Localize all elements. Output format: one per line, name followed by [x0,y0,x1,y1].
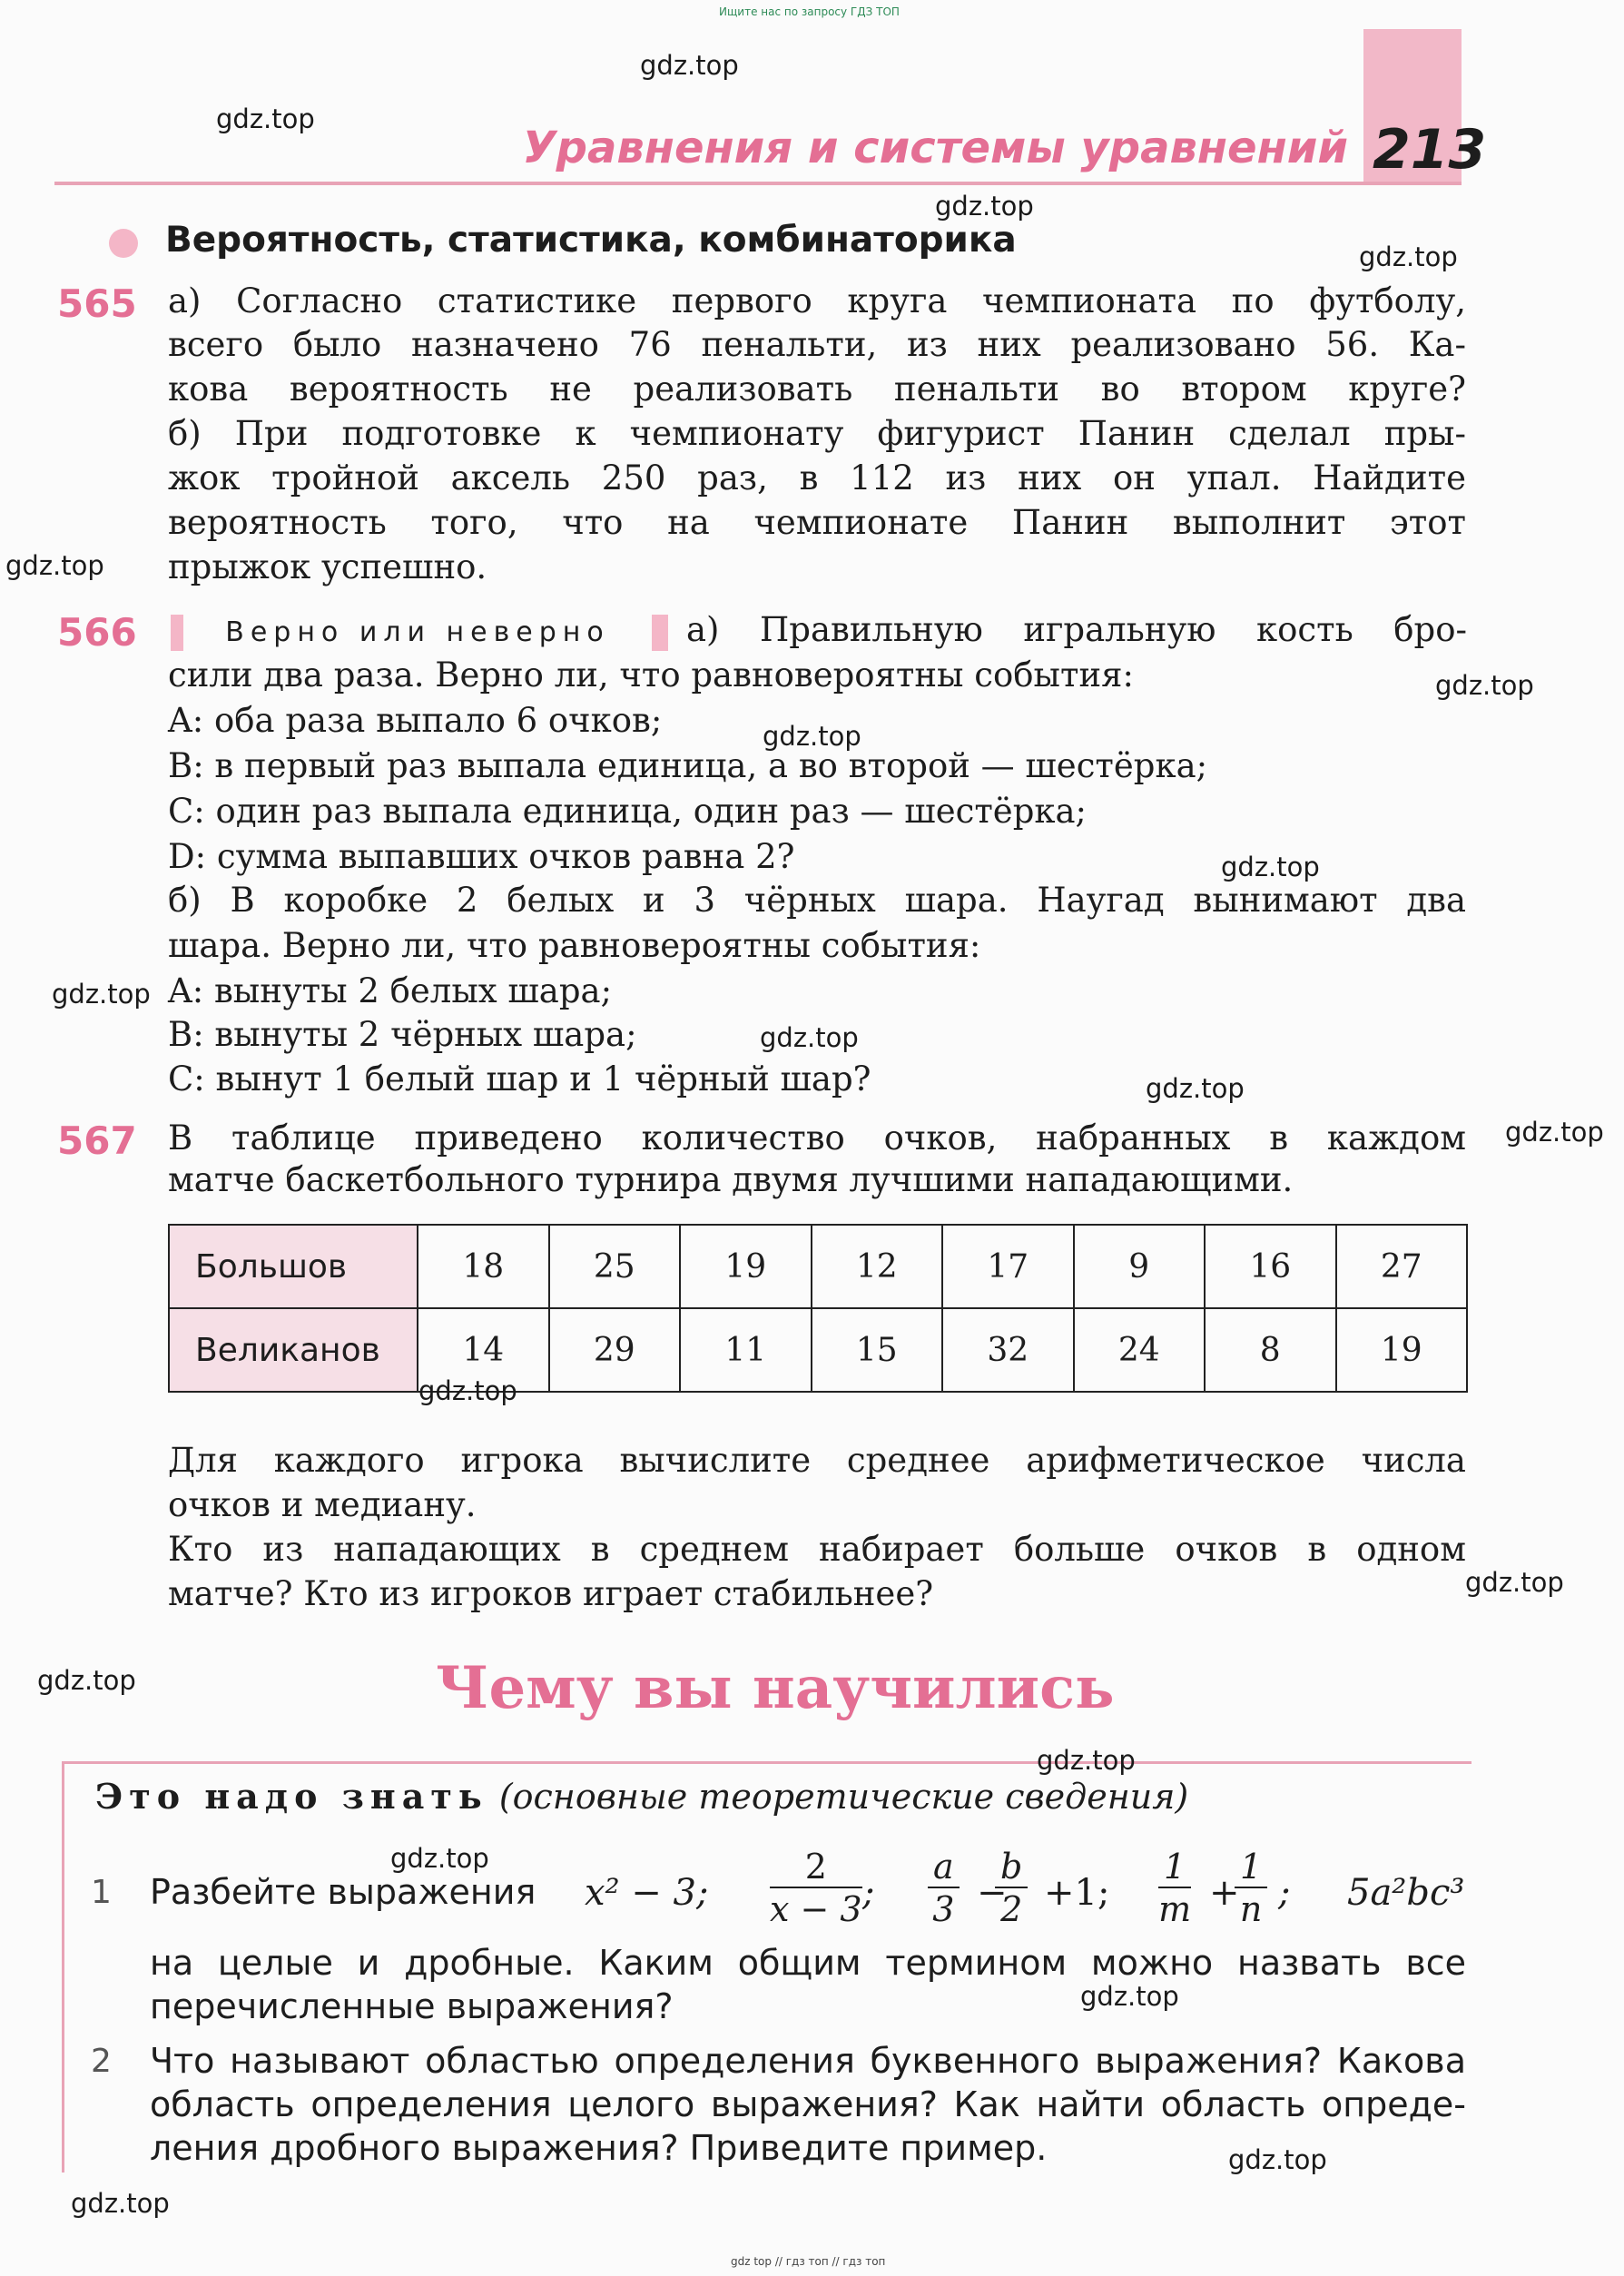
watermark: gdz.top [5,550,104,581]
watermark: gdz.top [1435,670,1534,701]
ex565-line-5: жок тройной аксель 250 раз, в 112 из них он упал. Найдите [168,458,1466,498]
ex565-line-6: вероятность того, что на чемпионате Панин выполнит этот [168,503,1466,542]
watermark: gdz.top [418,1375,517,1406]
watermark: gdz.top [1037,1745,1136,1776]
watermark: gdz.top [1505,1117,1604,1148]
table-row [169,1225,1467,1308]
watermark: gdz.top [1080,1981,1179,2012]
q1-fraction-5 [1235,1847,1267,1930]
frac-numerator: a [928,1847,960,1888]
frac-numerator: 1 [1235,1847,1267,1888]
ex566-line-7: шара. Верно ли, что равновероятны события: [168,926,981,965]
q1-intro: Разбейте выражения [150,1872,536,1912]
top-search-note: Ищите нас по запросу ГДЗ ТОП [719,5,900,18]
ex565-line-7: прыжок успешно. [168,547,487,586]
bottom-note: gdz top // гдз топ // гдз топ [731,2255,886,2268]
q1-fraction-3 [995,1847,1028,1930]
ex566-line-2: A: оба раза выпало 6 очков; [168,701,663,740]
q2-line-1: Что называют областью определения буквенного выражения? Какова [150,2041,1466,2081]
score-cell: 12 [812,1225,943,1308]
table-row [169,1308,1467,1392]
frac-denominator: x − 3 [770,1889,862,1929]
ex566-line-8: A: вынуты 2 белых шара; [168,971,613,1010]
score-cell: 25 [549,1225,681,1308]
watermark: gdz.top [640,50,739,81]
ex567-line-1: В таблице приведено количество очков, набранных в каждом [168,1118,1466,1158]
ex565-line-3: кова вероятность не реализовать пенальти во втором круге? [168,369,1466,409]
exercise-number-565: 565 [57,281,137,326]
q1-fraction-4 [1158,1847,1191,1930]
ex566-line-5: D: сумма выпавших очков равна 2? [168,837,795,876]
section-bullet-icon [109,229,138,258]
watermark: gdz.top [390,1843,489,1874]
q1-plus: + [1209,1872,1240,1914]
score-cell: 9 [1074,1225,1206,1308]
watermark: gdz.top [216,103,315,134]
theory-title-bold: Это надо знать [95,1776,488,1817]
scores-table [168,1224,1468,1393]
q1-sep-1: ; [862,1872,875,1914]
q2-line-3: ления дробного выражения? Приведите пример. [150,2128,1048,2168]
q1-fraction-1 [770,1847,862,1930]
q1-line-2: на целые и дробные. Каким общим термином можно назвать все [150,1943,1466,1983]
watermark: gdz.top [52,979,151,1010]
ex566-first-line: а) Правильную игральную кость бро- [686,610,1467,649]
ex566-line-10: C: вынут 1 белый шар и 1 чёрный шар? [168,1059,871,1099]
badge-label: Верно или неверно [183,615,652,651]
frac-denominator: 3 [932,1889,955,1929]
ex566-line-4: C: один раз выпала единица, один раз — шестёрка; [168,792,1088,831]
frac-denominator: 2 [1000,1889,1023,1929]
ex567-after-1: Для каждого игрока вычислите среднее арифметическое числа [168,1441,1466,1480]
ex567-line-2: матче баскетбольного турнира двумя лучшими нападающими. [168,1160,1294,1199]
score-cell: 19 [680,1225,812,1308]
header-divider [54,182,1462,185]
q1-sep-2: ; [1278,1872,1291,1914]
watermark: gdz.top [1146,1073,1245,1104]
score-cell: 29 [549,1308,681,1392]
watermark: gdz.top [1359,241,1458,272]
frac-denominator: n [1239,1889,1263,1929]
score-cell: 17 [942,1225,1074,1308]
frac-numerator: b [995,1847,1028,1888]
score-cell: 11 [680,1308,812,1392]
q1-expr-1: x² − 3; [585,1872,709,1914]
ex567-after-2: очков и медиану. [168,1485,477,1524]
ex565-line-2: всего было назначено 76 пенальти, из них реализовано 56. Ка- [168,325,1466,364]
q1-line-3: перечисленные выражения? [150,1986,674,2026]
score-cell: 14 [418,1308,549,1392]
watermark: gdz.top [760,1022,859,1053]
watermark: gdz.top [1465,1567,1564,1598]
ex566-line-3: B: в первый раз выпала единица, а во второй — шестёрка; [168,746,1208,785]
exercise-number-567: 567 [57,1118,137,1163]
watermark: gdz.top [935,191,1034,222]
page-number: 213 [1373,118,1487,182]
exercise-number-566: 566 [57,610,137,655]
ex566-line-6: б) В коробке 2 белых и 3 чёрных шара. Наугад вынимают два [168,881,1466,920]
q1-plus-one: +1; [1044,1872,1110,1914]
score-cell: 15 [812,1308,943,1392]
frac-numerator: 2 [770,1847,862,1888]
ex565-line-4: б) При подготовке к чемпионату фигурист Панин сделал пры- [168,414,1466,453]
theory-box-title [95,1776,1188,1817]
score-cell: 32 [942,1308,1074,1392]
ex566-line-9: B: вынуты 2 чёрных шара; [168,1015,637,1054]
player-name: Большов [169,1225,418,1308]
player-name: Великанов [169,1308,418,1392]
watermark: gdz.top [1221,852,1320,882]
ex565-line-1: а) Согласно статистике первого круга чемпионата по футболу, [168,281,1466,320]
summary-title: Чему вы научились [436,1654,1115,1722]
question-number-1: 1 [91,1874,112,1911]
score-cell: 19 [1336,1308,1468,1392]
score-cell: 24 [1074,1308,1206,1392]
theory-title-italic: (основные теоретические сведения) [498,1777,1189,1817]
score-cell: 8 [1205,1308,1336,1392]
frac-denominator: m [1158,1889,1192,1929]
watermark: gdz.top [37,1665,136,1696]
chapter-title: Уравнения и системы уравнений [522,123,1348,173]
ex567-after-4: матче? Кто из игроков играет стабильнее? [168,1574,934,1613]
watermark: gdz.top [71,2188,170,2219]
score-cell: 18 [418,1225,549,1308]
section-title: Вероятность, статистика, комбинаторика [165,220,1017,261]
watermark: gdz.top [763,721,861,752]
ex567-after-3: Кто из нападающих в среднем набирает больше очков в одном [168,1530,1466,1569]
watermark: gdz.top [1228,2144,1327,2175]
question-number-2: 2 [91,2043,112,2080]
true-false-badge [171,615,668,651]
score-cell: 16 [1205,1225,1336,1308]
ex566-line-1: сили два раза. Верно ли, что равновероятны события: [168,655,1134,695]
q1-fraction-2 [928,1847,960,1930]
q1-expr-last: 5a²bc³ [1347,1872,1465,1914]
q1-minus: − [977,1872,1008,1914]
score-cell: 27 [1336,1225,1468,1308]
frac-numerator: 1 [1158,1847,1191,1888]
q2-line-2: область определения целого выражения? Как найти область опреде- [150,2084,1466,2124]
